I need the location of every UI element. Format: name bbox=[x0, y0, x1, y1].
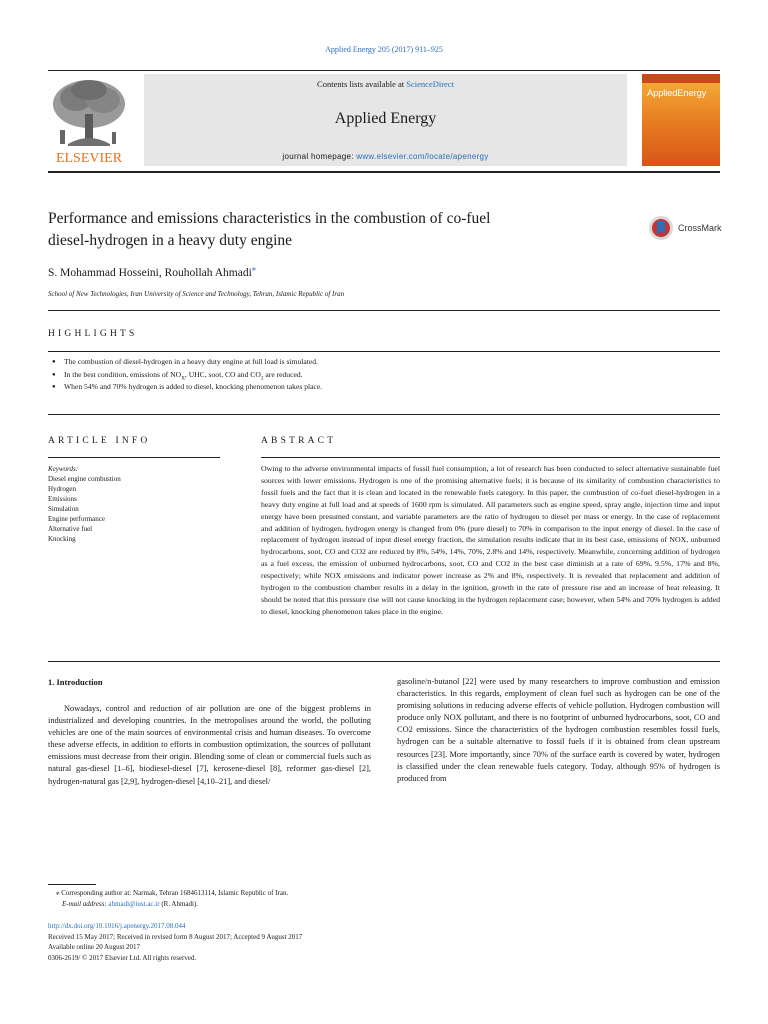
introduction-column-2: gasoline/n-butanol [22] were used by many researchers to improve combustion and emission characteristics. In this regards, employment of clean fuel such as hydrogen can be one of the promising solutions in reducing adverse effects of vehicle pollution. Hydrogen combustion will produce only NOX pollutant, and there is no footprint of unburned hydrocarbons, soot, CO and CO2 emissions. Since the characteristics of the hydrogen combustion resembles fossil fuels, hydrogen can be a suitable alternative to fossil fuels if it is obtained from clean upstream resources [23]. More importantly, since 70% of the surface earth is covered by water, hydrogen is classified under the clean renewable fuels category. Today, although 95% of hydrogen is produced from bbox=[397, 677, 720, 783]
keyword: Simulation bbox=[48, 505, 79, 513]
contents-line bbox=[144, 79, 627, 89]
article-info-heading: ARTICLE INFO bbox=[48, 436, 151, 446]
crossmark-icon bbox=[648, 213, 674, 243]
doi-link[interactable]: http://dx.doi.org/10.1016/j.apenergy.2017.08.044 bbox=[48, 922, 186, 930]
keyword: Alternative fuel bbox=[48, 525, 93, 533]
highlight-item: ● The combustion of diesel-hydrogen in a heavy duty engine at full load is simulated. bbox=[52, 356, 712, 369]
copyright-line: 0306-2619/ © 2017 Elsevier Ltd. All rights reserved. bbox=[48, 953, 197, 962]
article-history-block bbox=[48, 921, 302, 963]
corresponding-author-footnote bbox=[56, 888, 288, 909]
elsevier-tree-icon bbox=[48, 74, 130, 166]
keyword: Hydrogen bbox=[48, 485, 76, 493]
crossmark-label: CrossMark bbox=[678, 223, 722, 233]
masthead-top-rule bbox=[48, 70, 720, 71]
article-info-rule bbox=[48, 457, 220, 458]
publisher-name: ELSEVIER bbox=[55, 151, 123, 166]
article-title bbox=[48, 208, 618, 252]
author-list bbox=[48, 264, 256, 279]
article-title-line-1: Performance and emissions characteristics in the combustion of co-fuel bbox=[48, 210, 491, 227]
affiliation-rule bbox=[48, 310, 720, 311]
affiliation: School of New Technologies, Iran University of Science and Technology, Tehran, Islamic Republic of Iran bbox=[48, 290, 345, 298]
sciencedirect-link[interactable]: ScienceDirect bbox=[406, 79, 454, 89]
journal-homepage-line bbox=[144, 152, 627, 161]
abstract-bottom-rule bbox=[48, 661, 720, 662]
abstract-heading: ABSTRACT bbox=[261, 436, 337, 446]
homepage-prefix: journal homepage: bbox=[282, 152, 357, 161]
available-online-date: Available online 20 August 2017 bbox=[48, 943, 141, 952]
crossmark-button[interactable] bbox=[648, 213, 728, 243]
footnote-address: ⁎ Corresponding author at: Narmak, Tehran 1684613114, Islamic Republic of Iran. bbox=[56, 889, 289, 897]
keyword: Knocking bbox=[48, 535, 76, 543]
keyword: Diesel engine combustion bbox=[48, 475, 121, 483]
highlights-bottom-rule bbox=[48, 414, 720, 415]
keywords-label: Keywords: bbox=[48, 465, 79, 473]
highlights-list bbox=[52, 356, 712, 394]
email-label: E-mail address: bbox=[62, 899, 109, 908]
cover-title: AppliedEnergy bbox=[647, 88, 707, 99]
footnote-email-line bbox=[56, 899, 288, 910]
keyword: Engine performance bbox=[48, 515, 105, 523]
cover-top-strip bbox=[642, 74, 720, 83]
highlights-rule bbox=[48, 351, 720, 352]
abstract-rule bbox=[261, 457, 720, 458]
journal-homepage-link[interactable]: www.elsevier.com/locate/apenergy bbox=[356, 152, 489, 161]
highlight-item: ● When 54% and 70% hydrogen is added to diesel, knocking phenomenon takes place. bbox=[52, 381, 712, 394]
introduction-column-1: Nowadays, control and reduction of air pollution are one of the biggest problems in industrialized and developing countries. In the metropolises around the world, the polluting vehicles are one of the main sources of environmental crisis and human diseases. To overcome these adverse effects, in addition to efforts in combustion optimization, the sources of pollutant emissions must decrease from their origin. Blending some of clean or commercial fuels such as natural gas-diesel [1–6], biodiesel-diesel [7], kerosene-diesel [8], reformer gas-diesel [2], hydrogen-natural gas [2,9], hydrogen-diesel [4,10–21], and diesel/ bbox=[48, 704, 371, 786]
footnote-rule bbox=[48, 884, 96, 885]
journal-name: Applied Energy bbox=[334, 110, 437, 127]
introduction-heading: 1. Introduction bbox=[48, 677, 103, 687]
keyword: Emissions bbox=[48, 495, 77, 503]
highlights-heading: HIGHLIGHTS bbox=[48, 329, 138, 339]
corresponding-author-mark[interactable]: ⁎ bbox=[251, 264, 256, 273]
keywords-block bbox=[48, 464, 223, 544]
masthead-bottom-rule bbox=[48, 171, 720, 173]
author-email-link[interactable]: ahmadi@iust.ac.ir bbox=[108, 899, 160, 908]
received-dates: Received 15 May 2017; Received in revised form 8 August 2017; Accepted 9 August 2017 bbox=[48, 932, 303, 941]
contents-prefix: Contents lists available at bbox=[317, 79, 407, 89]
highlight-item: ● In the best condition, emissions of $NO_X$, UHC, soot, CO and $CO_2$ are reduced. bbox=[52, 369, 712, 382]
journal-reference-link[interactable]: Applied Energy 205 (2017) 911–925 bbox=[325, 45, 443, 54]
elsevier-logo bbox=[48, 74, 130, 166]
email-suffix: (R. Ahmadi). bbox=[159, 899, 199, 908]
abstract-text: Owing to the adverse environmental impacts of fossil fuel consumption, a lot of research has been conducted to select alternative sustainable fuel sources with lower emissions. Hydrogen is one of the promising alternative fuels; it is because of its similarity of combustion characteristics to fossil fuels and the fact that it is clean and located in the renewable fuels category. In this paper, the combustion of co-fuel diesel-hydrogen in a heavy duty engine at full load and at speeds of 1600 rpm is simulated. All parameters such as engine speed, spray angle, injection time and input energy have been presumed constant, and variable parameters are the ratio of hydrogen to diesel per mass or energy. In the case of replacement and addition of hydrogen, hydrogen energy is changed from 0% (pure diesel) to 70% in comparison to the input energy of diesel. In the case of replacement of hydrogen instead of input diesel energy fraction, the simulation results indicate that in its best case, emissions of NOX, unburned hydrocarbons, soot, CO and CO2 are reduced by 8%, 54%, 14%, 70%, 2.8% and 14%, respectively. Meanwhile, concerning addition of hydrogen as a fuel excess, the emission of unburned hydrocarbons, soot, CO and CO2 in the best case diminish at a rate of 69%, 9.5%, 17% and 8%, respectively; while NOX emissions and indicator power increase as 2% and 8%, respectively. It is revealed that replacement and addition of hydrogen to the combustion chamber results in a delay in the ignition, growth in the rate of pressure rise and an increase of heat releasing. It should be noted that this pressure rise will not cause knocking in the hydrogen replacement case; however, when 54% and 70% hydrogen is added to diesel, knocking phenomenon takes place in the engine. bbox=[261, 464, 720, 616]
author-names: S. Mohammad Hosseini, Rouhollah Ahmadi bbox=[48, 266, 252, 279]
article-title-line-2: diesel-hydrogen in a heavy duty engine bbox=[48, 232, 293, 249]
journal-cover-image bbox=[642, 74, 720, 166]
